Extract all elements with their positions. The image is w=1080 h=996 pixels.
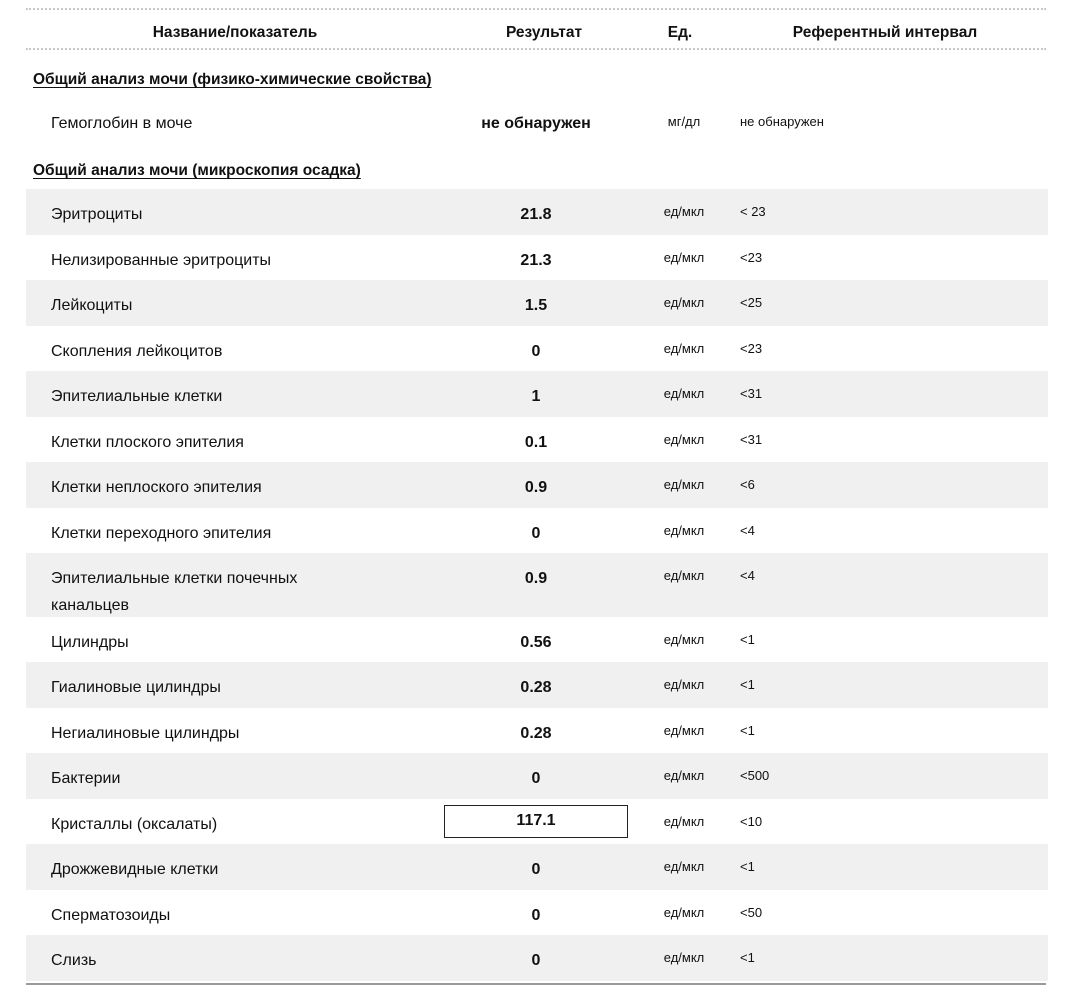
param-unit: ед/мкл (663, 568, 705, 583)
table-row (26, 553, 1048, 617)
param-unit: ед/мкл (663, 523, 705, 538)
param-name: Нелизированные эритроциты (51, 252, 272, 269)
param-unit: ед/мкл (663, 432, 705, 447)
param-unit: ед/мкл (663, 341, 705, 356)
table-row (26, 417, 1048, 462)
param-result: 1 (531, 388, 541, 405)
table-row (26, 890, 1048, 935)
top-dotted-divider (26, 8, 1046, 10)
param-unit: ед/мкл (663, 295, 705, 310)
param-reference: <1 (740, 950, 755, 965)
param-unit: ед/мкл (663, 677, 705, 692)
param-unit: ед/мкл (663, 477, 705, 492)
table-row (26, 280, 1048, 326)
table-row (26, 235, 1048, 280)
param-result: 0 (531, 770, 541, 787)
table-row (26, 462, 1048, 508)
param-result: 1.5 (524, 297, 548, 314)
param-result: 0.28 (520, 725, 552, 742)
param-reference: <50 (740, 905, 763, 920)
param-name: Сперматозоиды (51, 907, 171, 924)
param-result: 0.56 (520, 634, 552, 651)
param-name: Цилиндры (51, 634, 129, 651)
header-name: Название/показатель (152, 24, 318, 41)
table-row-flagged (26, 799, 1048, 844)
param-result: 21.3 (520, 252, 552, 269)
param-result: 0 (531, 952, 541, 969)
param-reference: <6 (740, 477, 755, 492)
header-dotted-divider (26, 48, 1046, 50)
param-name-continued: канальцев (51, 597, 130, 614)
param-result: 21.8 (520, 206, 552, 223)
param-unit: ед/мкл (663, 859, 705, 874)
param-name: Гиалиновые цилиндры (51, 679, 221, 696)
section-title-physchem: Общий анализ мочи (физико-химические свойства) (33, 71, 432, 88)
param-name: Эпителиальные клетки (51, 388, 223, 405)
param-name: Эпителиальные клетки почечных (51, 570, 298, 587)
param-unit: ед/мкл (663, 950, 705, 965)
param-name: Бактерии (51, 770, 121, 787)
table-row (26, 844, 1048, 890)
table-row (26, 189, 1048, 235)
param-reference: <10 (740, 814, 763, 829)
param-reference: <1 (740, 677, 755, 692)
param-name: Эритроциты (51, 206, 143, 223)
param-result: 0.9 (524, 570, 548, 587)
param-reference: <500 (740, 768, 770, 783)
param-result: 0 (531, 525, 541, 542)
param-name: Слизь (51, 952, 97, 969)
param-name: Гемоглобин в моче (51, 115, 193, 132)
header-unit: Ед. (667, 24, 693, 41)
param-result-flagged: 117.1 (444, 805, 628, 838)
param-reference: <4 (740, 523, 755, 538)
table-row (26, 371, 1048, 417)
param-reference: <23 (740, 341, 763, 356)
table-row (26, 617, 1048, 662)
param-result: 0.28 (520, 679, 552, 696)
section-title-microscopy: Общий анализ мочи (микроскопия осадка) (33, 162, 361, 179)
param-name: Клетки плоского эпителия (51, 434, 244, 451)
param-reference: <25 (740, 295, 763, 310)
param-reference: <1 (740, 632, 755, 647)
param-unit: ед/мкл (663, 386, 705, 401)
header-reference: Референтный интервал (792, 24, 978, 41)
param-name: Кристаллы (оксалаты) (51, 816, 218, 833)
param-unit: ед/мкл (663, 204, 705, 219)
param-reference: <1 (740, 859, 755, 874)
table-row (26, 753, 1048, 799)
param-result: 0 (531, 907, 541, 924)
param-unit: ед/мкл (663, 814, 705, 829)
param-name: Лейкоциты (51, 297, 133, 314)
param-unit: ед/мкл (663, 723, 705, 738)
param-reference: <4 (740, 568, 755, 583)
param-result: 0 (531, 861, 541, 878)
param-result: 0 (531, 343, 541, 360)
param-unit: ед/мкл (663, 768, 705, 783)
param-result: 0.9 (524, 479, 548, 496)
table-row (26, 100, 1048, 146)
table-row (26, 326, 1048, 371)
param-result: не обнаружен (481, 115, 591, 132)
param-name: Негиалиновые цилиндры (51, 725, 240, 742)
param-unit: ед/мкл (663, 250, 705, 265)
table-row (26, 708, 1048, 753)
param-unit: мг/дл (667, 114, 701, 129)
param-reference: <1 (740, 723, 755, 738)
bottom-divider (26, 983, 1046, 985)
param-reference: не обнаружен (740, 114, 824, 129)
param-name: Клетки переходного эпителия (51, 525, 272, 542)
table-row (26, 508, 1048, 553)
header-result: Результат (505, 24, 583, 41)
param-reference: < 23 (740, 204, 766, 219)
param-name: Клетки неплоского эпителия (51, 479, 262, 496)
param-name: Дрожжевидные клетки (51, 861, 219, 878)
table-row (26, 662, 1048, 708)
param-unit: ед/мкл (663, 632, 705, 647)
param-name: Скопления лейкоцитов (51, 343, 223, 360)
param-unit: ед/мкл (663, 905, 705, 920)
param-reference: <23 (740, 250, 763, 265)
param-reference: <31 (740, 432, 763, 447)
param-result: 0.1 (524, 434, 548, 451)
table-row (26, 935, 1048, 981)
param-reference: <31 (740, 386, 763, 401)
